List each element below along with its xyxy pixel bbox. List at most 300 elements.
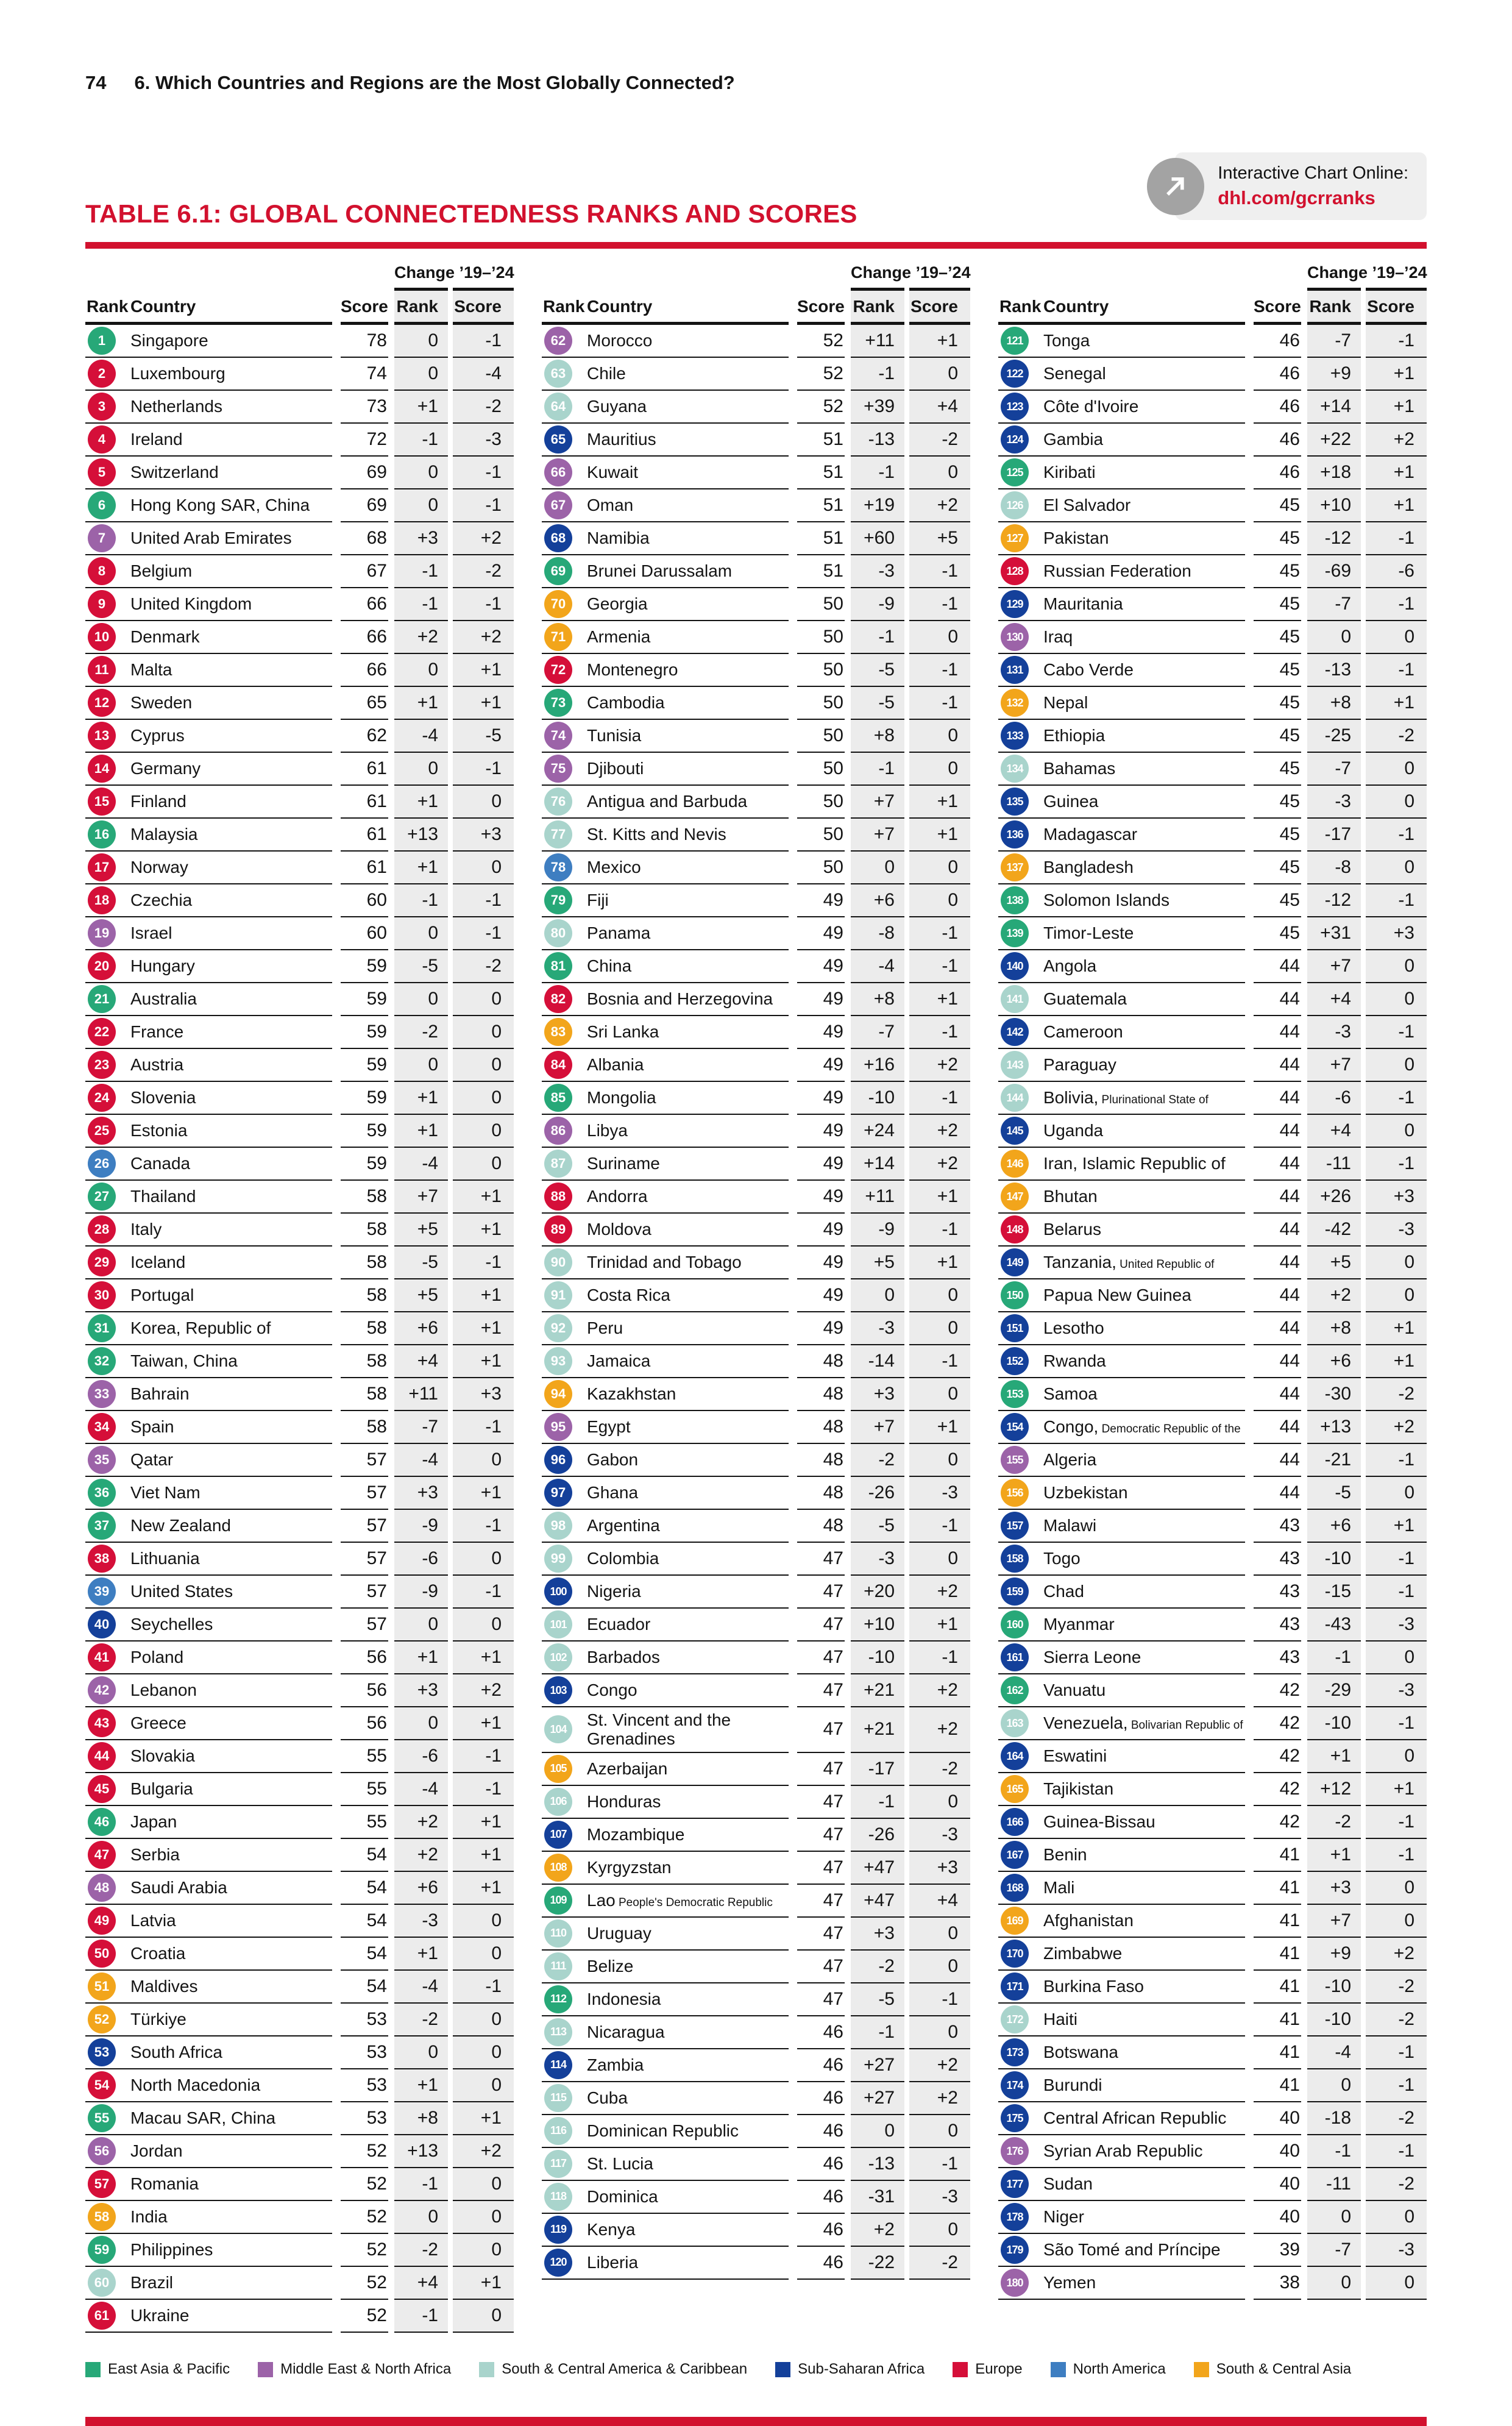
table-row: [542, 1753, 970, 1786]
country-name: Gabon: [587, 1450, 639, 1470]
gap: [1361, 1378, 1366, 1411]
rank-cell: [85, 720, 124, 753]
change-rank-value: -10: [1307, 1707, 1361, 1740]
change-score-value: 0: [1366, 1872, 1427, 1905]
country-cell: [124, 1905, 332, 1938]
country-name: Latvia: [130, 1911, 176, 1930]
rank-cell: [998, 1510, 1037, 1543]
rank-cell: [542, 983, 581, 1016]
legend-label: Middle East & North Africa: [280, 2361, 452, 2377]
score-value: 41: [1254, 1971, 1301, 2004]
country-name: Mauritania: [1043, 594, 1123, 614]
table-row: [998, 1707, 1427, 1740]
gap: [845, 1082, 851, 1115]
country-cell: [1037, 1214, 1245, 1247]
rank-cell: [542, 1279, 581, 1312]
change-rank-column-header: Rank: [851, 291, 904, 325]
score-value: 59: [341, 950, 388, 983]
gap: [1245, 1674, 1254, 1707]
country-cell: [1037, 1181, 1245, 1214]
change-score-value: -2: [1366, 1378, 1427, 1411]
gap: [845, 1852, 851, 1885]
change-score-value: -1: [909, 1214, 970, 1247]
score-value: 67: [341, 555, 388, 588]
score-value: 44: [1254, 1016, 1301, 1049]
gap: [845, 1951, 851, 1983]
country-cell: [581, 1918, 789, 1951]
score-value: 44: [1254, 950, 1301, 983]
change-rank-value: 0: [1307, 2267, 1361, 2300]
score-value: 44: [1254, 1214, 1301, 1247]
gap: [388, 753, 394, 786]
change-rank-value: +2: [394, 1839, 448, 1872]
table-row: [998, 1773, 1427, 1806]
score-value: 66: [341, 654, 388, 687]
table-row: [998, 1576, 1427, 1609]
gap: [1301, 1477, 1307, 1510]
gap: [845, 1674, 851, 1707]
change-rank-value: -3: [1307, 1016, 1361, 1049]
country-name: Bhutan: [1043, 1187, 1098, 1206]
change-score-value: -1: [909, 654, 970, 687]
gap: [1361, 1345, 1366, 1378]
country-name: Congo,: [1043, 1417, 1099, 1437]
country-cell: [581, 2115, 789, 2148]
country-name: Liberia: [587, 2253, 639, 2272]
change-score-value: -2: [1366, 2168, 1427, 2201]
gap: [388, 917, 394, 950]
change-score-value: -2: [909, 2247, 970, 2280]
gap: [845, 2214, 851, 2247]
country-name: United Kingdom: [130, 594, 252, 614]
change-period-header: Change ’19–’24: [1307, 263, 1427, 282]
gap: [332, 1872, 341, 1905]
gap: [1361, 1148, 1366, 1181]
gap: [1301, 2201, 1307, 2234]
country-cell: [124, 852, 332, 884]
gap: [789, 621, 797, 654]
gap: [448, 2004, 453, 2036]
rank-cell: [542, 884, 581, 917]
gap: [845, 1983, 851, 2016]
gap: [1301, 457, 1307, 489]
score-value: 44: [1254, 983, 1301, 1016]
rank-cell: [85, 1214, 124, 1247]
gap: [448, 1707, 453, 1740]
score-value: 78: [341, 325, 388, 358]
rank-cell: [85, 2069, 124, 2102]
country-name: Malawi: [1043, 1516, 1097, 1535]
country-name: Mauritius: [587, 430, 656, 449]
country-name: Madagascar: [1043, 825, 1138, 844]
change-score-value: -1: [1366, 1707, 1427, 1740]
country-cell: [124, 1971, 332, 2004]
gap: [789, 1082, 797, 1115]
gap: [789, 325, 797, 358]
section-title: 6. Which Countries and Regions are the Most Globally Connected?: [134, 72, 735, 93]
rank-cell: [542, 2115, 581, 2148]
gap: [1361, 522, 1366, 555]
rank-badge: 171: [1001, 1972, 1029, 2001]
gap: [388, 1181, 394, 1214]
gap: [388, 1510, 394, 1543]
gap: [332, 2036, 341, 2069]
rank-cell: [85, 1279, 124, 1312]
table-row: [998, 950, 1427, 983]
country-cell: [581, 1707, 789, 1753]
rank-badge: 38: [88, 1545, 116, 1573]
rank-cell: [998, 1905, 1037, 1938]
score-value: 49: [797, 1247, 845, 1279]
rank-cell: [542, 1819, 581, 1852]
rank-badge: 102: [544, 1643, 572, 1671]
score-value: 44: [1254, 1477, 1301, 1510]
table-row: [998, 1115, 1427, 1148]
change-rank-value: +5: [394, 1279, 448, 1312]
score-value: 53: [341, 2069, 388, 2102]
score-value: 44: [1254, 1181, 1301, 1214]
table-row: [998, 621, 1427, 654]
gap: [1245, 1642, 1254, 1674]
gap: [388, 1609, 394, 1642]
change-score-value: 0: [909, 2115, 970, 2148]
country-name: Lesotho: [1043, 1318, 1104, 1338]
country-name: Iceland: [130, 1253, 186, 1272]
rank-badge: 173: [1001, 2038, 1029, 2066]
gap: [1361, 391, 1366, 424]
table-row: [542, 489, 970, 522]
change-rank-value: +1: [394, 1938, 448, 1971]
score-value: 45: [1254, 555, 1301, 588]
country-name: Hong Kong SAR, China: [130, 496, 310, 515]
table-title: TABLE 6.1: GLOBAL CONNECTEDNESS RANKS AND SCORES: [85, 199, 857, 228]
gap: [845, 950, 851, 983]
score-value: 46: [1254, 391, 1301, 424]
score-value: 45: [1254, 687, 1301, 720]
score-value: 54: [341, 1839, 388, 1872]
rank-cell: [998, 1839, 1037, 1872]
gap: [1245, 424, 1254, 457]
rank-cell: [85, 2168, 124, 2201]
gap: [448, 819, 453, 852]
rank-badge: 150: [1001, 1281, 1029, 1309]
rank-badge: 179: [1001, 2236, 1029, 2264]
rank-cell: [85, 654, 124, 687]
gap: [1245, 917, 1254, 950]
rank-badge: 42: [88, 1676, 116, 1704]
rank-cell: [998, 325, 1037, 358]
rank-badge: 58: [88, 2203, 116, 2231]
gap: [1301, 1576, 1307, 1609]
score-value: 43: [1254, 1576, 1301, 1609]
rank-badge: 143: [1001, 1051, 1029, 1079]
gap: [845, 654, 851, 687]
country-name: Sweden: [130, 693, 193, 713]
rank-cell: [998, 588, 1037, 621]
rank-badge: 11: [88, 656, 116, 684]
gap: [388, 1279, 394, 1312]
rank-badge: 137: [1001, 853, 1029, 881]
country-name: Jordan: [130, 2141, 183, 2161]
country-cell: [581, 555, 789, 588]
gap: [789, 2049, 797, 2082]
country-name: Israel: [130, 923, 172, 943]
rank-cell: [998, 2234, 1037, 2267]
table-row: [998, 588, 1427, 621]
gap: [388, 358, 394, 391]
change-rank-value: -2: [851, 1444, 904, 1477]
country-cell: [581, 1411, 789, 1444]
table-row: [85, 654, 514, 687]
change-rank-value: +3: [1307, 1872, 1361, 1905]
country-cell: [581, 2148, 789, 2181]
change-rank-value: -2: [1307, 1806, 1361, 1839]
gap: [1245, 2102, 1254, 2135]
rank-badge: 176: [1001, 2137, 1029, 2165]
score-value: 42: [1254, 1773, 1301, 1806]
gap: [1361, 654, 1366, 687]
change-rank-value: -1: [851, 457, 904, 489]
country-cell: [124, 950, 332, 983]
gap: [1245, 1806, 1254, 1839]
score-value: 46: [797, 2049, 845, 2082]
country-name: Armenia: [587, 627, 651, 647]
change-rank-value: -21: [1307, 1444, 1361, 1477]
gap: [904, 2148, 909, 2181]
table-row: [85, 983, 514, 1016]
gap: [388, 588, 394, 621]
rank-badge: 105: [544, 1755, 572, 1783]
score-value: 46: [797, 2115, 845, 2148]
country-cell: [1037, 917, 1245, 950]
change-score-value: +3: [453, 819, 514, 852]
rank-cell: [85, 819, 124, 852]
rank-cell: [542, 1214, 581, 1247]
country-cell: [581, 983, 789, 1016]
country-cell: [124, 1576, 332, 1609]
rank-badge: 97: [544, 1479, 572, 1507]
gap: [332, 1049, 341, 1082]
gap: [789, 489, 797, 522]
rank-badge: 43: [88, 1709, 116, 1737]
change-rank-value: -2: [851, 1951, 904, 1983]
change-score-value: 0: [1366, 1115, 1427, 1148]
change-rank-value: +6: [394, 1312, 448, 1345]
rank-cell: [542, 819, 581, 852]
interactive-chart-url[interactable]: dhl.com/gcrranks: [1218, 187, 1375, 208]
table-row: [85, 2300, 514, 2333]
score-value: 56: [341, 1707, 388, 1740]
rank-badge: 142: [1001, 1018, 1029, 1046]
score-value: 45: [1254, 621, 1301, 654]
gap: [1245, 2168, 1254, 2201]
change-rank-value: 0: [394, 654, 448, 687]
change-score-value: +1: [909, 1609, 970, 1642]
score-value: 61: [341, 753, 388, 786]
rank-cell: [998, 1312, 1037, 1345]
gap: [904, 1786, 909, 1819]
gap: [448, 2102, 453, 2135]
gap: [1301, 489, 1307, 522]
gap: [332, 1707, 341, 1740]
gap: [388, 555, 394, 588]
change-rank-value: -9: [394, 1510, 448, 1543]
gap: [332, 2234, 341, 2267]
country-name: Belize: [587, 1957, 634, 1976]
gap: [904, 983, 909, 1016]
rank-cell: [998, 654, 1037, 687]
rank-cell: [85, 457, 124, 489]
gap: [448, 1148, 453, 1181]
change-rank-value: -22: [851, 2247, 904, 2280]
gap: [448, 424, 453, 457]
gap: [448, 2168, 453, 2201]
gap: [789, 2181, 797, 2214]
table-row: [542, 555, 970, 588]
change-rank-value: +60: [851, 522, 904, 555]
rank-badge: 86: [544, 1117, 572, 1145]
table-row: [998, 884, 1427, 917]
table-row: [85, 884, 514, 917]
interactive-chart-box[interactable]: [1175, 152, 1427, 220]
gap: [904, 457, 909, 489]
score-value: 57: [341, 1543, 388, 1576]
legend-swatch: [1051, 2362, 1066, 2377]
table-row: [85, 1115, 514, 1148]
gap: [332, 1905, 341, 1938]
gap: [1301, 1115, 1307, 1148]
score-value: 44: [1254, 1115, 1301, 1148]
country-name: Belarus: [1043, 1220, 1101, 1239]
gap: [332, 2069, 341, 2102]
gap: [1361, 917, 1366, 950]
gap: [1361, 1543, 1366, 1576]
gap: [332, 2135, 341, 2168]
table-row: [85, 1477, 514, 1510]
gap: [789, 2148, 797, 2181]
score-value: 52: [341, 2300, 388, 2333]
gap: [845, 489, 851, 522]
change-score-value: +2: [453, 2135, 514, 2168]
bottom-rule: [85, 2417, 1427, 2426]
rank-cell: [542, 1609, 581, 1642]
change-rank-value: +1: [394, 391, 448, 424]
score-value: 51: [797, 522, 845, 555]
country-name: Algeria: [1043, 1450, 1097, 1470]
gap: [388, 1707, 394, 1740]
change-rank-value: -8: [851, 917, 904, 950]
score-value: 48: [797, 1378, 845, 1411]
gap: [448, 884, 453, 917]
score-value: 44: [1254, 1345, 1301, 1378]
score-value: 46: [1254, 325, 1301, 358]
change-rank-value: +27: [851, 2049, 904, 2082]
gap: [332, 1477, 341, 1510]
rank-cell: [85, 1609, 124, 1642]
rank-cell: [998, 555, 1037, 588]
table-row: [85, 1345, 514, 1378]
gap: [1301, 687, 1307, 720]
country-cell: [1037, 391, 1245, 424]
table-row: [998, 522, 1427, 555]
gap: [1301, 1674, 1307, 1707]
gap: [388, 2102, 394, 2135]
change-rank-value: +14: [1307, 391, 1361, 424]
score-value: 47: [797, 1674, 845, 1707]
score-value: 69: [341, 457, 388, 489]
change-score-value: -5: [453, 720, 514, 753]
gap: [388, 1378, 394, 1411]
country-cell: [581, 2181, 789, 2214]
rank-badge: 99: [544, 1545, 572, 1573]
table-row: [542, 1444, 970, 1477]
table-row: [85, 325, 514, 358]
gap: [1361, 852, 1366, 884]
country-name: Luxembourg: [130, 364, 225, 383]
country-cell: [124, 325, 332, 358]
country-name: Türkiye: [130, 2010, 186, 2029]
gap: [904, 1312, 909, 1345]
gap: [1361, 720, 1366, 753]
rank-cell: [542, 489, 581, 522]
gap: [1361, 1971, 1366, 2004]
change-score-value: +1: [1366, 1345, 1427, 1378]
country-name: Bangladesh: [1043, 858, 1134, 877]
country-cell: [581, 1279, 789, 1312]
gap: [1361, 1181, 1366, 1214]
rank-cell: [542, 1918, 581, 1951]
change-rank-value: -5: [851, 1510, 904, 1543]
gap: [1245, 2135, 1254, 2168]
rank-cell: [542, 1378, 581, 1411]
gap: [904, 1819, 909, 1852]
rank-cell: [85, 884, 124, 917]
change-score-value: 0: [909, 884, 970, 917]
score-value: 59: [341, 983, 388, 1016]
country-cell: [1037, 884, 1245, 917]
change-score-value: 0: [1366, 1740, 1427, 1773]
change-rank-value: -31: [851, 2181, 904, 2214]
rank-cell: [85, 1707, 124, 1740]
gap: [1245, 1971, 1254, 2004]
country-name: Kyrgyzstan: [587, 1858, 672, 1877]
gap: [448, 1773, 453, 1806]
gap: [332, 1576, 341, 1609]
gap: [448, 950, 453, 983]
rank-badge: 34: [88, 1413, 116, 1441]
change-rank-value: -10: [851, 1082, 904, 1115]
table-row: [542, 1247, 970, 1279]
table-row: [542, 522, 970, 555]
gap: [1245, 588, 1254, 621]
gap: [448, 588, 453, 621]
table-row: [85, 2168, 514, 2201]
gap: [332, 1806, 341, 1839]
gap: [1361, 621, 1366, 654]
rank-cell: [542, 424, 581, 457]
change-rank-value: -7: [1307, 2234, 1361, 2267]
score-value: 60: [341, 884, 388, 917]
gap: [789, 2247, 797, 2280]
change-score-value: -1: [453, 1576, 514, 1609]
score-value: 55: [341, 1773, 388, 1806]
gap: [845, 917, 851, 950]
rank-cell: [998, 1049, 1037, 1082]
country-cell: [581, 2247, 789, 2280]
rank-cell: [542, 2082, 581, 2115]
gap: [388, 2234, 394, 2267]
country-cell: [124, 358, 332, 391]
